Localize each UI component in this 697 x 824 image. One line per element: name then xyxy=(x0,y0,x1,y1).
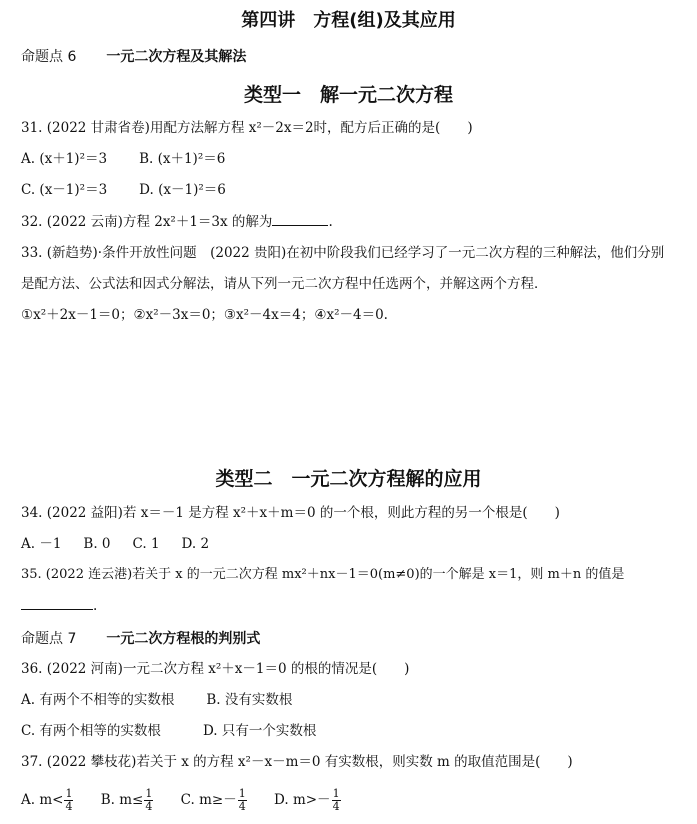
option-prefix: A. m< xyxy=(21,792,64,808)
fraction xyxy=(238,788,247,813)
question-35-answer xyxy=(21,597,97,615)
option-a: A. 有两个不相等的实数根 xyxy=(21,692,175,708)
knowledge-point-6 xyxy=(21,46,246,66)
question-31-options-row1 xyxy=(21,150,257,168)
knowledge-point-7 xyxy=(21,628,260,648)
numerator: 1 xyxy=(332,787,340,800)
question-35-end: . xyxy=(93,598,98,614)
option-c: C. (x－1)²＝3 xyxy=(21,182,108,198)
section-heading-type2: 类型二 一元二次方程解的应用 xyxy=(215,468,482,490)
option-d xyxy=(274,786,342,814)
question-33-line2: 是配方法、公式法和因式分解法，请从下列一元二次方程中任选两个，并解这两个方程． xyxy=(21,276,548,292)
question-33-line3: ①x²＋2x－1＝0；②x²－3x＝0；③x²－4x＝4；④x²－4＝0. xyxy=(21,307,388,323)
option-c xyxy=(181,786,248,814)
answer-blank xyxy=(272,213,328,226)
question-33-line1: 33. (新趋势)·条件开放性问题 (2022 贵阳)在初中阶段我们已经学习了一元二次方程的三种解法，他们分别 xyxy=(21,245,665,261)
question-34-stem: 34. (2022 益阳)若 x＝－1 是方程 x²＋x＋m＝0 的一个根，则此方程的另一个根是( ) xyxy=(21,505,560,521)
option-a xyxy=(21,786,74,814)
question-32-end: . xyxy=(328,214,333,230)
option-b xyxy=(101,786,155,814)
question-32-stem: 32. (2022 云南)方程 2x²＋1＝3x 的解为 xyxy=(21,214,273,230)
fraction xyxy=(332,788,341,813)
fraction xyxy=(144,788,153,813)
denominator: 4 xyxy=(238,800,246,813)
option-c: C. 1 xyxy=(132,536,160,552)
question-37-stem: 37. (2022 攀枝花)若关于 x 的方程 x²－x－m＝0 有实数根，则实数 m 的取值范围是( ) xyxy=(21,754,573,770)
section-heading-type1: 类型一 解一元二次方程 xyxy=(243,84,453,106)
numerator: 1 xyxy=(65,787,73,800)
option-b: B. 0 xyxy=(83,536,111,552)
question-36-options-row1 xyxy=(21,691,324,709)
numerator: 1 xyxy=(238,787,246,800)
question-35-stem: 35. (2022 连云港)若关于 x 的一元二次方程 mx²＋nx－1＝0(m≠0)的一个解是 x＝1，则 m＋n 的值是 xyxy=(21,567,625,582)
option-d: D. 只有一个实数根 xyxy=(202,723,317,739)
question-34-options xyxy=(21,535,241,553)
option-a: A. (x＋1)²＝3 xyxy=(21,151,108,167)
question-37-options xyxy=(21,786,374,814)
option-d: D. (x－1)²＝6 xyxy=(139,182,226,198)
kp-label: 一元二次方程及其解法 xyxy=(106,49,247,65)
question-36-stem: 36. (2022 河南)一元二次方程 x²＋x－1＝0 的根的情况是( ) xyxy=(21,661,410,677)
option-prefix: C. m≥－ xyxy=(180,792,237,808)
denominator: 4 xyxy=(145,800,153,813)
option-prefix: B. m≤ xyxy=(100,792,144,808)
question-31-options-row2 xyxy=(21,181,258,199)
answer-blank xyxy=(21,597,93,610)
denominator: 4 xyxy=(65,800,73,813)
fraction xyxy=(64,788,73,813)
option-c: C. 有两个相等的实数根 xyxy=(21,723,161,739)
option-prefix: D. m>－ xyxy=(274,792,331,808)
question-32 xyxy=(21,213,333,231)
denominator: 4 xyxy=(332,800,340,813)
kp-number: 命题点 7 xyxy=(21,631,77,647)
question-36-options-row2 xyxy=(21,722,348,740)
kp-number: 命题点 6 xyxy=(21,49,77,65)
option-b: B. (x＋1)²＝6 xyxy=(139,151,226,167)
kp-label: 一元二次方程根的判别式 xyxy=(106,631,261,647)
page-title: 第四讲 方程(组)及其应用 xyxy=(241,10,456,31)
option-d: D. 2 xyxy=(181,536,210,552)
question-31-stem: 31. (2022 甘肃省卷)用配方法解方程 x²－2x＝2时，配方后正确的是( ) xyxy=(21,120,473,136)
numerator: 1 xyxy=(145,787,153,800)
option-b: B. 没有实数根 xyxy=(206,692,293,708)
option-a: A. －1 xyxy=(21,536,62,552)
